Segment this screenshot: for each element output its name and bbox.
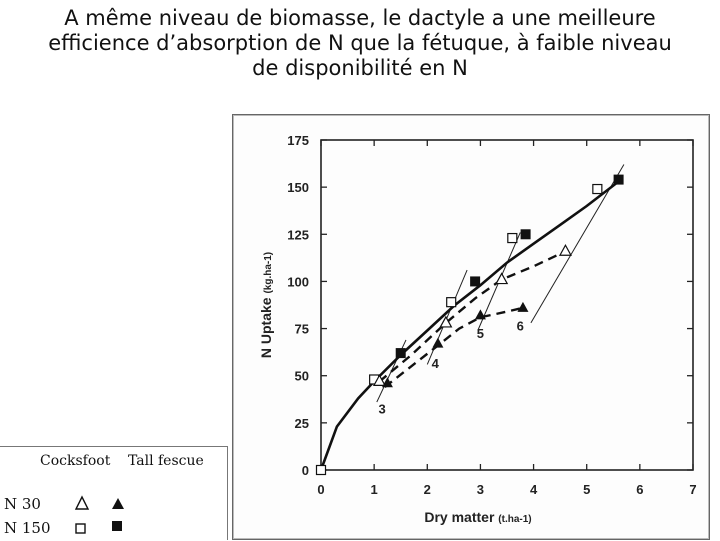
y-tick-label: 150: [287, 180, 309, 196]
point-filled-square: [614, 175, 624, 185]
point-filled-square: [470, 276, 480, 286]
point-filled-triangle: [432, 338, 443, 348]
y-tick-label: 0: [301, 463, 309, 478]
filled-triangle-icon: [110, 495, 126, 511]
dilution-label: 5: [476, 326, 485, 341]
y-tick-label: 25: [294, 415, 309, 431]
point-open-square: [508, 234, 517, 243]
x-tick-label: 4: [529, 482, 538, 497]
filled-square-icon: [110, 519, 124, 533]
chart: [233, 115, 711, 541]
point-filled-square: [521, 229, 531, 239]
x-tick-label: 7: [689, 482, 697, 497]
y-tick-label: 75: [294, 321, 309, 337]
point-open-triangle: [560, 245, 571, 255]
x-tick-label: 1: [370, 482, 378, 497]
x-axis-label: Dry matter (t.ha-1): [424, 509, 532, 525]
legend-header-cocksfoot: Cocksfoot: [40, 453, 111, 469]
dilution-label: 4: [431, 356, 439, 372]
x-tick-label: 6: [636, 482, 644, 497]
x-tick-label: 0: [317, 482, 325, 497]
y-tick-label: 100: [287, 274, 309, 290]
legend-row-n30: N 30: [4, 495, 41, 513]
slide-title: [10, 6, 710, 81]
point-filled-square: [396, 348, 406, 358]
open-triangle-icon: [74, 495, 90, 511]
x-tick-label: 2: [423, 482, 431, 497]
curve-dashed: [380, 251, 566, 381]
y-tick-label: 125: [287, 227, 309, 243]
title-line-2: efficience d’absorption de N que la fétuque, à faible niveau: [48, 31, 672, 55]
open-square-icon: [74, 521, 88, 535]
x-tick-label: 3: [476, 482, 485, 497]
curve-dashed: [385, 308, 523, 387]
point-open-triangle: [496, 274, 507, 284]
point-open-square: [317, 466, 326, 475]
plot-frame: [321, 140, 693, 470]
x-tick-label: 5: [583, 482, 591, 497]
legend: [0, 446, 228, 540]
legend-row-n150: N 150: [4, 519, 51, 537]
point-filled-triangle: [517, 302, 528, 312]
title-line-1: A même niveau de biomasse, le dactyle a une meilleure: [64, 6, 656, 30]
legend-header-tall-fescue: Tall fescue: [128, 453, 204, 469]
y-tick-label: 50: [294, 368, 309, 384]
point-open-square: [447, 298, 456, 307]
y-axis-label: N Uptake (kg.ha-1): [258, 251, 274, 359]
dilution-label: 3: [378, 401, 386, 417]
dilution-label: 6: [516, 318, 524, 334]
point-open-square: [593, 185, 602, 194]
curve-solid: [321, 182, 619, 471]
y-tick-label: 175: [287, 133, 309, 148]
chart-frame: [232, 114, 710, 540]
title-line-3: de disponibilité en N: [252, 56, 468, 80]
